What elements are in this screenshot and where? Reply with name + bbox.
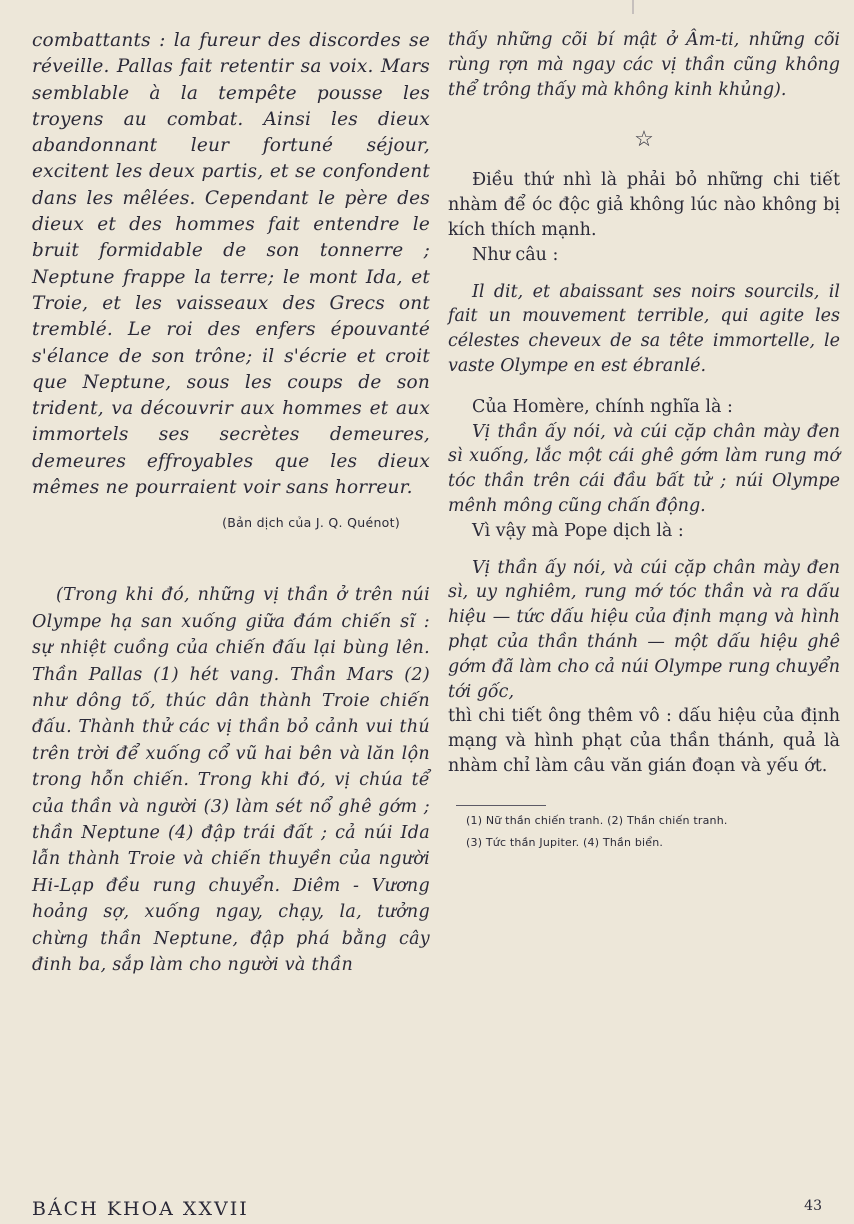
page-footer <box>32 1198 822 1224</box>
continued-translation: thấy những cõi bí mật ở Âm-ti, những cõi rùng rợn mà ngay các vị thần cũng không thể trông thấy mà không kinh khủng). <box>448 30 840 100</box>
footnote-line-1: (1) Nữ thần chiến tranh. (2) Thần chiến tranh. <box>466 813 728 827</box>
page-number: 43 <box>804 1198 822 1214</box>
author-comment: thì chi tiết ông thêm vô : dấu hiệu của định mạng và hình phạt của thần thánh, quả là nhàm chỉ làm câu văn gián đoạn và yếu ớt. <box>448 706 840 776</box>
pope-intro: Vì vậy mà Pope dịch là : <box>472 520 684 541</box>
pope-translation: Vị thần ấy nói, và cúi cặp chân mày đen sì, uy nghiêm, rung mớ tóc thần và ra dấu hiệu — tức dấu hiệu của định mạng và hình phạt của thần thánh — một dấu hiệu ghê gớm đã làm cho cả núi Olympe rung chuyển tới gốc, <box>448 557 840 702</box>
right-column <box>448 28 840 854</box>
example-intro: Như câu : <box>472 244 559 265</box>
left-column <box>32 28 430 978</box>
scan-mark <box>632 0 634 14</box>
french-quote: Il dit, et abaissant ses noirs sourcils, il fait un mouvement terrible, qui agite les célestes cheveux de sa tête immortelle, le vaste Olympe en est ébranlé. <box>448 281 840 376</box>
second-point-paragraph <box>448 168 840 242</box>
journal-title: BÁCH KHOA XXVII <box>32 1198 249 1220</box>
second-point-text: Điều thứ nhì là phải bỏ những chi tiết nhàm để óc độc giả không lúc nào không bị kích thích mạnh. <box>448 170 840 240</box>
footnote-line-2: (3) Tức thần Jupiter. (4) Thần biển. <box>466 835 664 849</box>
french-passage: combattants : la fureur des discordes se réveille. Pallas fait retentir sa voix. Mars semblable à la tempête pousse les troyens au combat. Ainsi les dieux abandonnant leur fortuné séjour, excitent les deux partis, et se confondent dans les mêlées. Cependant le père des dieux et des hommes fait entendre le bruit formidable de son tonnerre ; Neptune frappe la terre; le mont Ida, et Troie, et les vaisseaux des Grecs ont tremblé. Le roi des enfers épouvanté s'élance de son trône; il s'écrie et croit que Neptune, sous les coups de son trident, va découvrir aux hommes et aux immortels ses secrètes demeures, demeures effroyables que les dieux mêmes ne pourraient voir sans horreur. <box>32 30 430 499</box>
homer-meaning: Vị thần ấy nói, và cúi cặp chân mày đen sì xuống, lắc một cái ghê gớm làm rung mớ tóc thần trên cái đầu bất tử ; núi Olympe mênh mông cũng chấn động. <box>448 421 840 516</box>
section-separator-star-icon: ☆ <box>634 127 654 153</box>
footnote-divider <box>456 805 546 806</box>
translation-credit: (Bản dịch của J. Q. Quénot) <box>222 515 400 531</box>
vietnamese-translation: (Trong khi đó, những vị thần ở trên núi Olympe hạ san xuống giữa đám chiến sĩ : sự nhiệt cuồng của chiến đấu lại bùng lên. Thần Pallas (1) hét vang. Thần Mars (2) như dông tố, thúc dân thành Troie chiến đấu. Thành thử các vị thần bỏ cảnh vui thú trên trời để xuống cổ vũ hai bên và lăn lộn trong hỗn chiến. Trong khi đó, vị chúa tể của thần và người (3) làm sét nổ ghê gớm ; thần Neptune (4) đập trái đất ; cả núi Ida lẫn thành Troie và chiến thuyền của người Hi-Lạp đều rung chuyển. Diêm - Vương hoảng sợ, xuống ngay, chạy, la, tưởng chừng thần Neptune, đập phá bằng cây đinh ba, sắp làm cho người và thần <box>32 585 430 976</box>
homer-intro: Của Homère, chính nghĩa là : <box>472 396 733 417</box>
